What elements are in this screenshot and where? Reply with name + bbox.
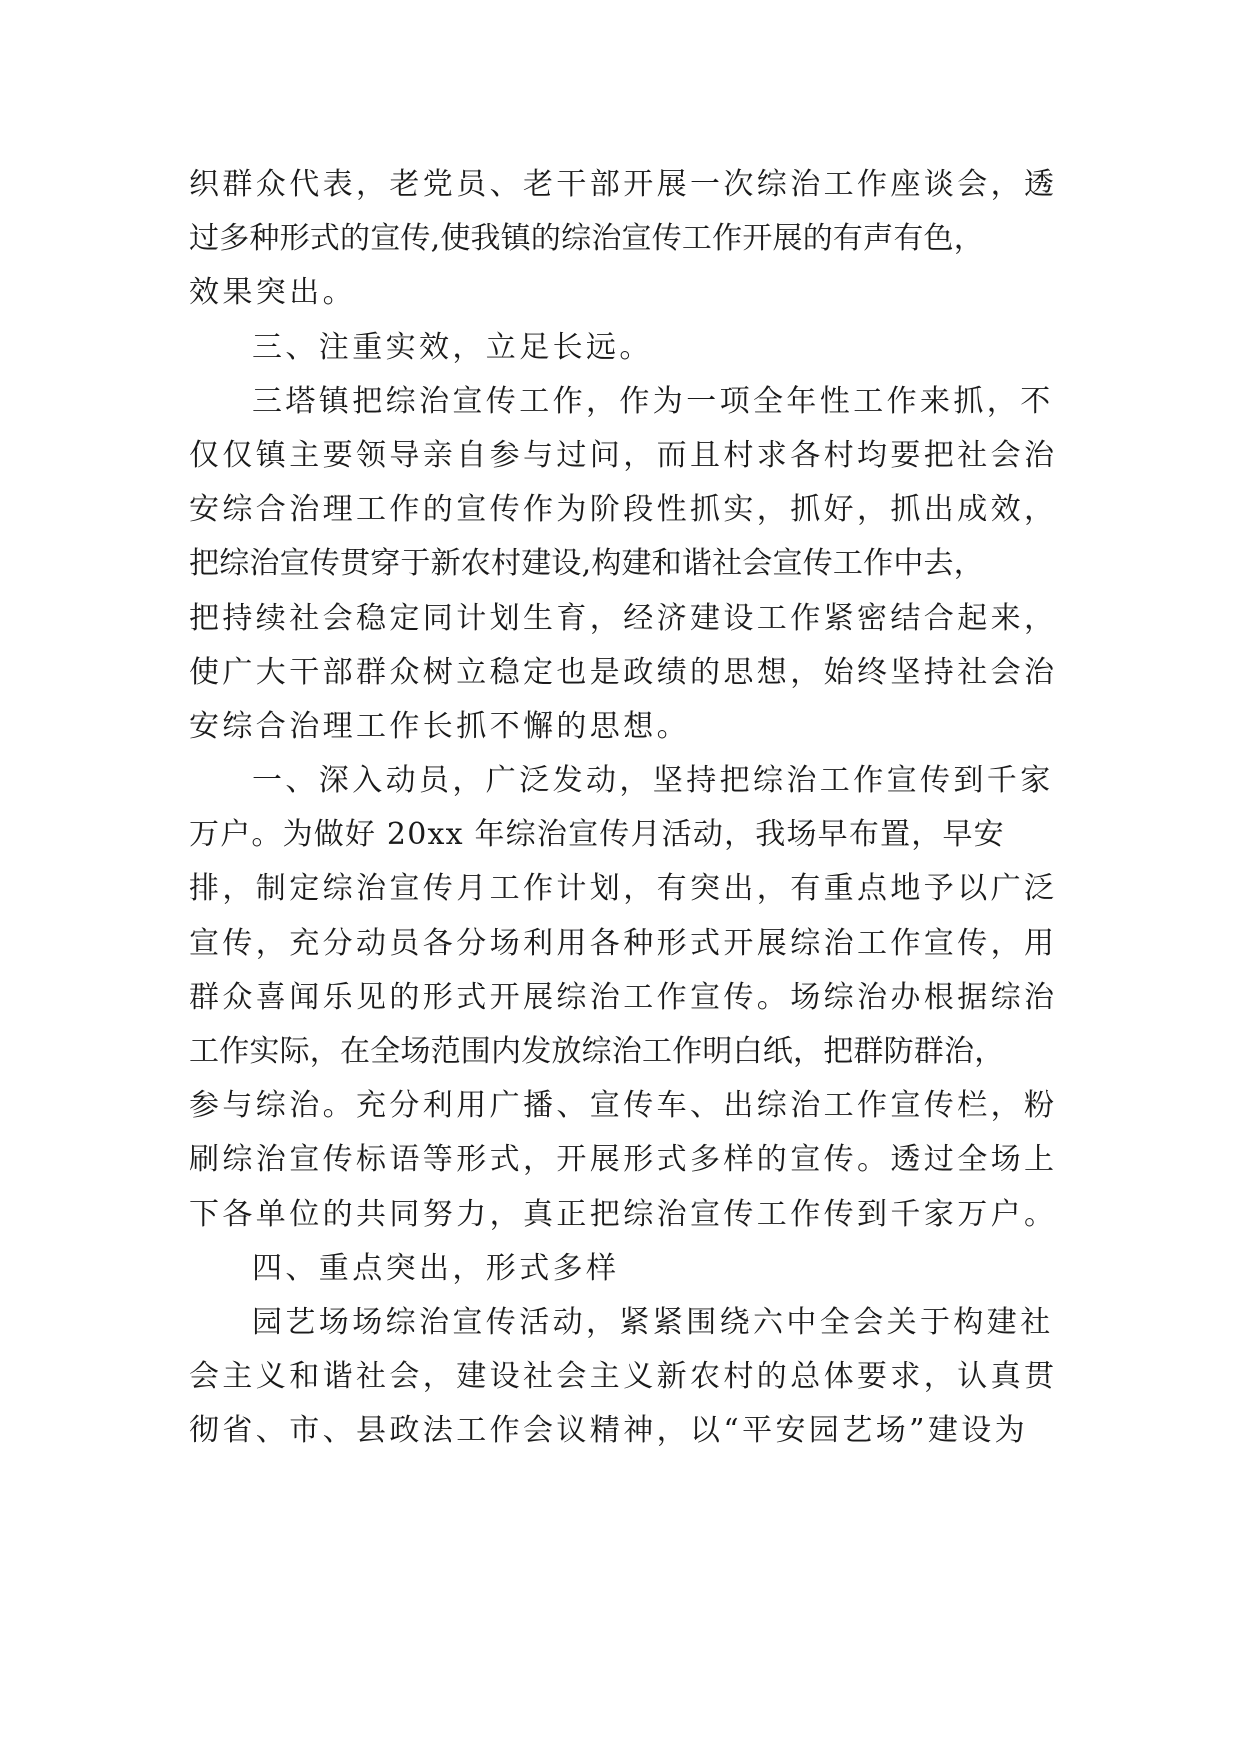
text-line: 刷综治宣传标语等形式，开展形式多样的宣传。透过全场上 xyxy=(189,1142,1058,1178)
text-line: 使广大干部群众树立稳定也是政绩的思想，始终坚持社会治 xyxy=(189,654,1058,690)
text-line: 把综治宣传贯穿于新农村建设,构建和谐社会宣传工作中去， xyxy=(189,546,984,582)
text-line: 效果突出。 xyxy=(189,275,356,311)
paragraph-start: 园艺场场综治宣传活动，紧紧围绕六中全会关于构建社 xyxy=(252,1304,1054,1340)
text-line: 宣传，充分动员各分场利用各种形式开展综治工作宣传，用 xyxy=(189,925,1058,961)
text-line: 安综合治理工作的宣传作为阶段性抓实，抓好，抓出成效， xyxy=(189,492,1058,528)
text-line: 工作实际，在全场范围内发放综治工作明白纸，把群防群治， xyxy=(189,1034,1005,1069)
text-line: 安综合治理工作长抓不懈的思想。 xyxy=(189,708,690,744)
text-line: 会主义和谐社会，建设社会主义新农村的总体要求，认真贯 xyxy=(189,1359,1058,1395)
text-line: 把持续社会稳定同计划生育，经济建设工作紧密结合起来， xyxy=(189,600,1058,636)
text-line: 群众喜闻乐见的形式开展综治工作宣传。场综治办根据综治 xyxy=(189,979,1058,1015)
text-line: 仅仅镇主要领导亲自参与过问，而且村求各村均要把社会治 xyxy=(189,437,1058,473)
text-line: 下各单位的共同努力，真正把综治宣传工作传到千家万户。 xyxy=(189,1196,1058,1232)
paragraph-start: 三塔镇把综治宣传工作，作为一项全年性工作来抓，不 xyxy=(252,383,1054,419)
text-line: 彻省、市、县政法工作会议精神，以“平安园艺场”建设为 xyxy=(189,1413,1029,1449)
section-heading: 三、注重实效，立足长远。 xyxy=(252,329,653,365)
text-line: 过多种形式的宣传,使我镇的综治宣传工作开展的有声有色， xyxy=(189,221,984,257)
section-heading: 一、深入动员，广泛发动，坚持把综治工作宣传到千家 xyxy=(252,763,1054,799)
text-line: 织群众代表，老党员、老干部开展一次综治工作座谈会，透 xyxy=(189,167,1058,202)
document-body xyxy=(189,158,1089,1459)
text-line: 排，制定综治宣传月工作计划，有突出，有重点地予以广泛 xyxy=(189,871,1058,907)
text-line: 参与综治。充分利用广播、宣传车、出综治工作宣传栏，粉 xyxy=(189,1088,1058,1124)
text-line: 万户。为做好 20xx 年综治宣传月活动，我场早布置，早安 xyxy=(189,817,1005,853)
section-heading: 四、重点突出，形式多样 xyxy=(252,1250,620,1286)
